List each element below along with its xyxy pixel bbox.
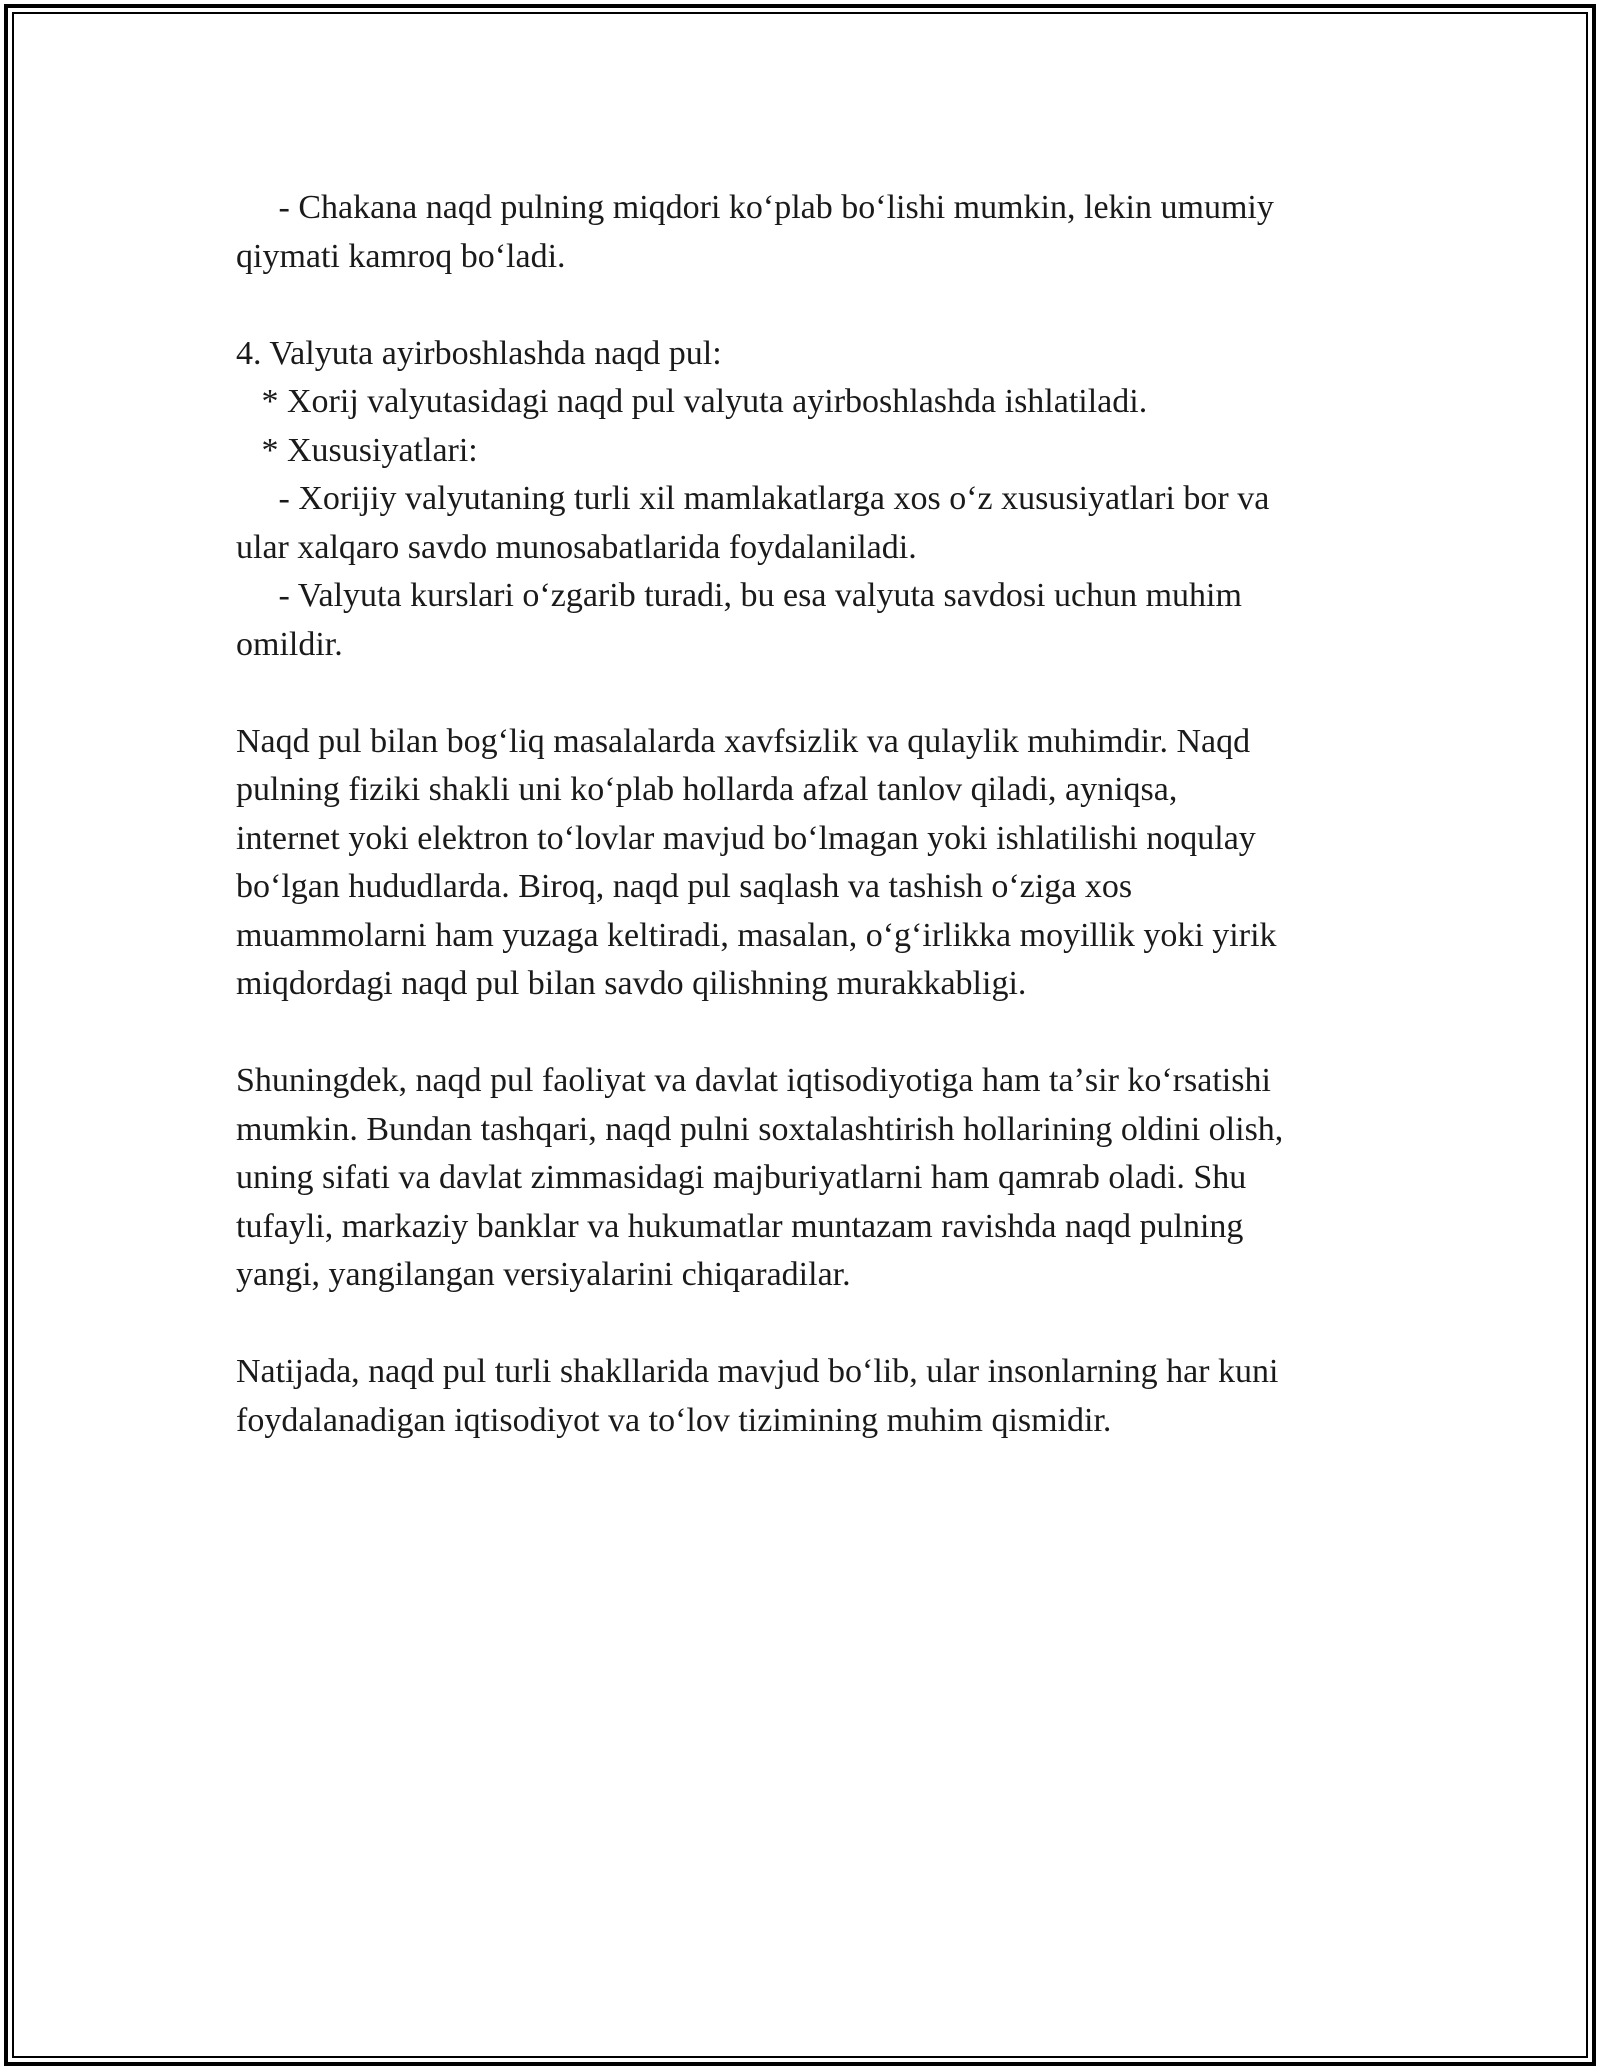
text-line: internet yoki elektron toʻlovlar mavjud boʻlmagan yoki ishlatilishi noqulay — [236, 819, 1256, 857]
text-line: Naqd pul bilan bogʻliq masalalarda xavfsizlik va qulaylik muhimdir. Naqd — [236, 722, 1251, 760]
text-line: boʻlgan hududlarda. Biroq, naqd pul saqlash va tashish oʻziga xos — [236, 868, 1133, 905]
list-subitem: - Xorijiy valyutaning turli xil mamlakatlarga xos oʻz xususiyatlari bor va — [236, 480, 1270, 517]
section-currency-exchange — [236, 330, 1376, 670]
paragraph-conclusion — [236, 1348, 1376, 1445]
text-line: uning sifati va davlat zimmasidagi majburiyatlarni ham qamrab oladi. Shu — [236, 1159, 1247, 1196]
document-body — [236, 184, 1376, 1445]
list-bullet: * Xorij valyutasidagi naqd pul valyuta ayirboshlashda ishlatiladi. — [236, 383, 1148, 420]
list-subitem: - Valyuta kurslari oʻzgarib turadi, bu esa valyuta savdosi uchun muhim — [236, 577, 1242, 614]
text-line: omildir. — [236, 625, 343, 663]
paragraph-gap — [236, 1300, 1376, 1349]
paragraph-economy-impact — [236, 1057, 1376, 1300]
text-line: Natijada, naqd pul turli shakllarida mavjud boʻlib, ular insonlarning har kuni — [236, 1353, 1279, 1390]
text-line: ular xalqaro savdo munosabatlarida foydalaniladi. — [236, 528, 917, 566]
text-line: muammolarni ham yuzaga keltiradi, masalan, oʻgʻirlikka moyillik yoki yirik — [236, 916, 1277, 954]
paragraph-retail-cash — [236, 184, 1376, 281]
text-line: Shuningdek, naqd pul faoliyat va davlat iqtisodiyotiga ham taʼsir koʻrsatishi — [236, 1062, 1271, 1099]
paragraph-security-convenience — [236, 718, 1376, 1009]
list-heading: 4. Valyuta ayirboshlashda naqd pul: — [236, 334, 722, 372]
paragraph-gap — [236, 1009, 1376, 1058]
text-line: qiymati kamroq boʻladi. — [236, 237, 566, 275]
text-line: - Chakana naqd pulning miqdori koʻplab boʻlishi mumkin, lekin umumiy — [236, 189, 1274, 226]
text-line: tufayli, markaziy banklar va hukumatlar muntazam ravishda naqd pulning — [236, 1207, 1244, 1245]
paragraph-gap — [236, 669, 1376, 718]
text-line: yangi, yangilangan versiyalarini chiqaradilar. — [236, 1256, 851, 1293]
paragraph-gap — [236, 281, 1376, 330]
text-line: foydalanadigan iqtisodiyot va toʻlov tizimining muhim qismidir. — [236, 1401, 1112, 1439]
text-line: pulning fiziki shakli uni koʻplab hollarda afzal tanlov qiladi, ayniqsa, — [236, 771, 1178, 808]
text-line: mumkin. Bundan tashqari, naqd pulni soxtalashtirish hollarining oldini olish, — [236, 1110, 1284, 1148]
text-line: miqdordagi naqd pul bilan savdo qilishning murakkabligi. — [236, 965, 1027, 1002]
list-bullet: * Xususiyatlari: — [236, 431, 478, 469]
